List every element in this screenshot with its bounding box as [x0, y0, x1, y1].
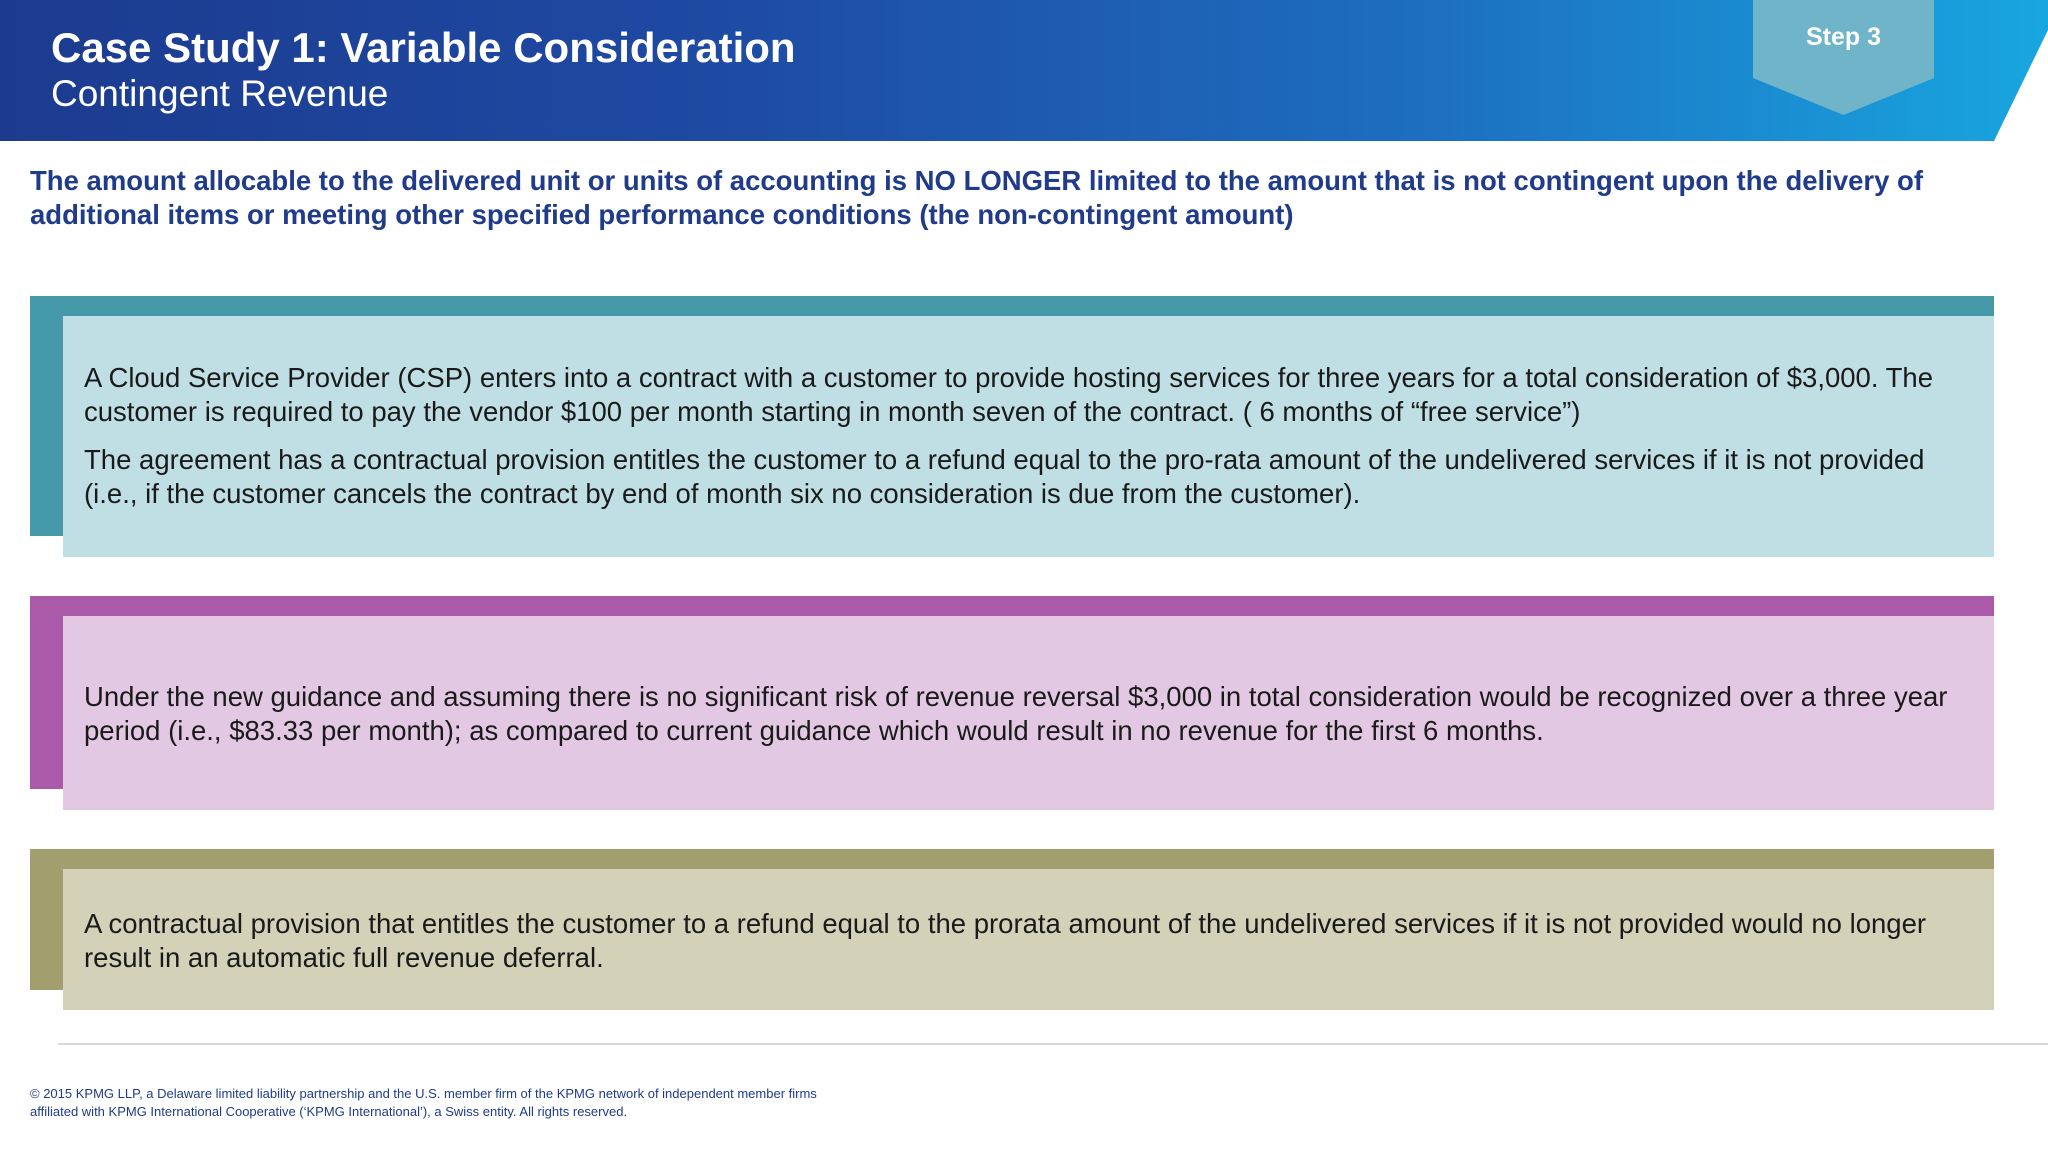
page-title: Case Study 1: Variable Consideration: [51, 24, 796, 71]
guidance-box: [63, 616, 1994, 810]
scenario-paragraph-2: The agreement has a contractual provision entitles the customer to a refund equal to the pro-rata amount of the undelivered services if it is not provided (i.e., if the customer cancels the contract by end of month six no consideration is due from the customer).: [84, 444, 1925, 509]
conclusion-box: [63, 869, 1994, 1010]
page-subtitle: Contingent Revenue: [51, 73, 389, 114]
scenario-paragraph-1: A Cloud Service Provider (CSP) enters into a contract with a customer to provide hosting services for three years for a total consideration of $3,000. The customer is required to pay the vendor $100 per month starting in month seven of the contract. ( 6 months of “free service”): [84, 362, 1934, 427]
guidance-text: Under the new guidance and assuming there is no significant risk of revenue reversal $3,000 in total consideration would be recognized over a three year period (i.e., $83.33 per month); as compared to current guidance which would result in no revenue for the first 6 months.: [84, 681, 1948, 746]
copyright-footer: [30, 1085, 930, 1121]
copyright-line-1: © 2015 KPMG LLP, a Delaware limited liability partnership and the U.S. member firm of the KPMG network of independent member firms: [30, 1086, 817, 1101]
footer-divider: [58, 1043, 2048, 1045]
scenario-box: [63, 316, 1994, 557]
conclusion-text: A contractual provision that entitles the customer to a refund equal to the prorata amount of the undelivered services if it is not provided would no longer result in an automatic full revenue deferral.: [84, 908, 1927, 973]
step-label: Step 3: [1805, 23, 1882, 51]
copyright-line-2: affiliated with KPMG International Cooperative (‘KPMG International’), a Swiss entity. All rights reserved.: [30, 1104, 628, 1119]
lead-statement: The amount allocable to the delivered unit or units of accounting is NO LONGER limited to the amount that is not contingent upon the delivery of additional items or meeting other specified performance conditions (the non-contingent amount): [30, 165, 1924, 230]
